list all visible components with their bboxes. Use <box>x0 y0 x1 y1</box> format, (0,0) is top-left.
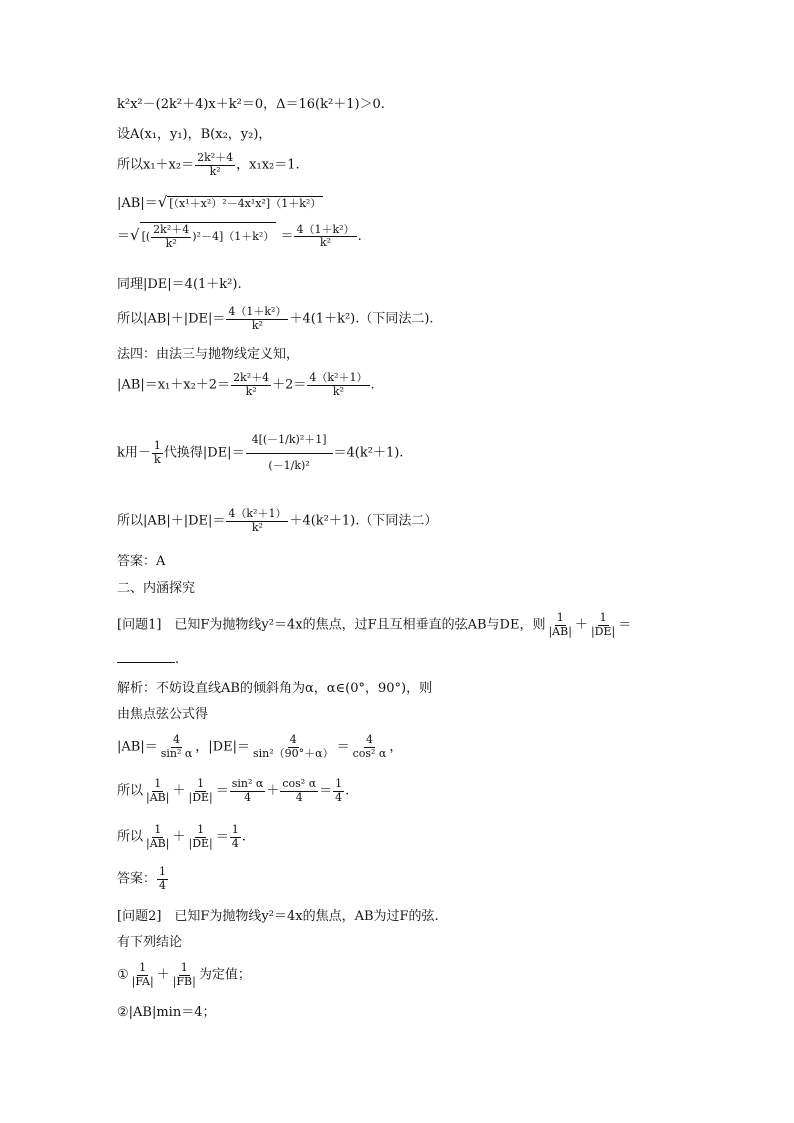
fraction: $\frac{1}{4}$ <box>335 777 343 804</box>
fraction: $\frac{\text{4[(－1/k)²＋1]}}{\text{(－1/k)²}}$ <box>246 428 333 478</box>
equation-line-1: k²x²－(2k²＋4)x＋k²＝0，Δ＝16(k²＋1)＞0. <box>117 97 385 112</box>
answer-blank-line: . <box>117 652 179 666</box>
ab-length-line: |AB|＝x₁＋x₂＋2＝ $\frac{\text{2k²＋4}}{\text{k²}}$ ＋2＝ $\frac{\text{4（k²＋1）}}{\text{k²}}$ . <box>117 371 375 398</box>
fraction: $\frac{4}{\text{cos² α}}$ <box>352 733 387 760</box>
chord-length-line: |AB|＝√ [（x¹＋x²）²－4x¹x²]（1＋k²） <box>117 193 322 211</box>
set-points-line: 设A(x₁，y₁)，B(x₂，y₂)， <box>117 127 272 142</box>
focal-formula-line: 由焦点弦公式得 <box>117 707 209 722</box>
fraction: $\frac{\text{4（k²＋1）}}{\text{k²}}$ <box>228 507 287 534</box>
fraction: $\frac{1}{|AB|}$ <box>146 777 170 804</box>
answer-blank <box>117 652 175 663</box>
fraction: $\frac{1}{|FB|}$ <box>172 961 196 988</box>
conclusion-1: ① $\frac{1}{|FA|}$ ＋ $\frac{1}{|FB|}$ 为定值； <box>117 961 251 988</box>
sum-line-2: 所以|AB|＋|DE|＝ $\frac{\text{4（k²＋1）}}{\text{k²}}$ ＋4(k²＋1).（下同法二） <box>117 507 438 534</box>
fraction: $\frac{1}{k}$ <box>153 439 161 466</box>
substitution-line: k用－ $\frac{1}{k}$ 代换得|DE|＝ $\frac{\text{4[(－1/k)²＋1]}}{\text{(－1/k)²}}$ ＝4(k²＋1). <box>117 428 403 478</box>
ab-de-formula-line: |AB|＝ $\frac{4}{\text{sin² α}}$ ，|DE|＝ $\frac{4}{\text{sin²（90°＋α）}}$ ＝ $\frac{4}{\text{cos² α}}$ ， <box>117 733 403 760</box>
fraction: $\frac{1}{|AB|}$ <box>146 823 170 850</box>
conclusions-heading: 有下列结论 <box>117 935 183 950</box>
section-heading: 二、内涵探究 <box>117 581 196 596</box>
fraction: $\frac{1}{|DE|}$ <box>188 823 213 850</box>
problem-1: [问题1] 已知F为抛物线y²＝4x的焦点，过F且互相垂直的弦AB与DE，则 $\frac{1}{|AB|}$ ＋ $\frac{1}{|DE|}$ ＝ <box>117 611 632 638</box>
method-four-heading: 法四：由法三与抛物线定义知， <box>117 347 300 362</box>
fraction: $\frac{\text{cos² α}}{4}$ <box>282 777 317 804</box>
reciprocal-sum-line-1: 所以 $\frac{1}{|AB|}$ ＋ $\frac{1}{|DE|}$ ＝ $\frac{\text{sin² α}}{4}$ ＋ $\frac{\text{cos² α}}{4}$ ＝ $\frac{1}{4}$ . <box>117 777 350 804</box>
answer-quarter: 答案： $\frac{1}{4}$ <box>117 865 167 892</box>
analysis-line: 解析：不妨设直线AB的倾斜角为α，α∈(0°，90°)，则 <box>117 681 433 696</box>
fraction: $\frac{\text{2k²＋4}}{\text{k²}}$ <box>153 223 190 250</box>
fraction: $\frac{4}{\text{sin² α}}$ <box>160 733 193 760</box>
conclusion-2: ②|AB|min＝4； <box>117 1005 216 1020</box>
fraction: $\frac{\text{2k²＋4}}{\text{k²}}$ <box>233 371 270 398</box>
fraction: $\frac{1}{4}$ <box>231 823 239 850</box>
fraction: $\frac{1}{|DE|}$ <box>188 777 213 804</box>
fraction: $\frac{\text{sin² α}}{4}$ <box>231 777 264 804</box>
problem-2: [问题2] 已知F为抛物线y²＝4x的焦点，AB为过F的弦. <box>117 909 439 924</box>
fraction: $\frac{4}{\text{sin²（90°＋α）}}$ <box>252 733 334 760</box>
fraction: $\frac{\text{4（1＋k²）}}{\text{k²}}$ <box>296 222 355 250</box>
answer-a: 答案：A <box>117 554 166 569</box>
vieta-line: 所以x₁＋x₂＝ $\frac{\text{2k²＋4}}{\text{k²}}$ ，x₁x₂＝1. <box>117 151 300 178</box>
fraction: $\frac{\text{2k²＋4}}{\text{k²}}$ <box>197 151 234 178</box>
fraction: $\frac{1}{|FA|}$ <box>131 961 154 988</box>
de-length-line: 同理|DE|＝4(1＋k²). <box>117 277 242 292</box>
fraction: $\frac{\text{4（1＋k²）}}{\text{k²}}$ <box>228 305 287 332</box>
chord-length-line-2: ＝√ [( $\frac{\text{2k²＋4}}{\text{k²}}$ )²－4]（1＋k²） ＝ $\frac{\text{4（1＋k²）}}{\text{k²}}$ . <box>117 222 362 250</box>
fraction: $\frac{1}{|DE|}$ <box>590 611 616 638</box>
fraction: $\frac{\text{4（k²＋1）}}{\text{k²}}$ <box>309 371 368 398</box>
sum-line-1: 所以|AB|＋|DE|＝ $\frac{\text{4（1＋k²）}}{\text{k²}}$ ＋4(1＋k²).（下同法二). <box>117 305 434 332</box>
fraction: $\frac{1}{4}$ <box>159 865 167 892</box>
fraction: $\frac{1}{|AB|}$ <box>548 611 572 638</box>
reciprocal-sum-line-2: 所以 $\frac{1}{|AB|}$ ＋ $\frac{1}{|DE|}$ ＝ $\frac{1}{4}$ . <box>117 823 246 850</box>
